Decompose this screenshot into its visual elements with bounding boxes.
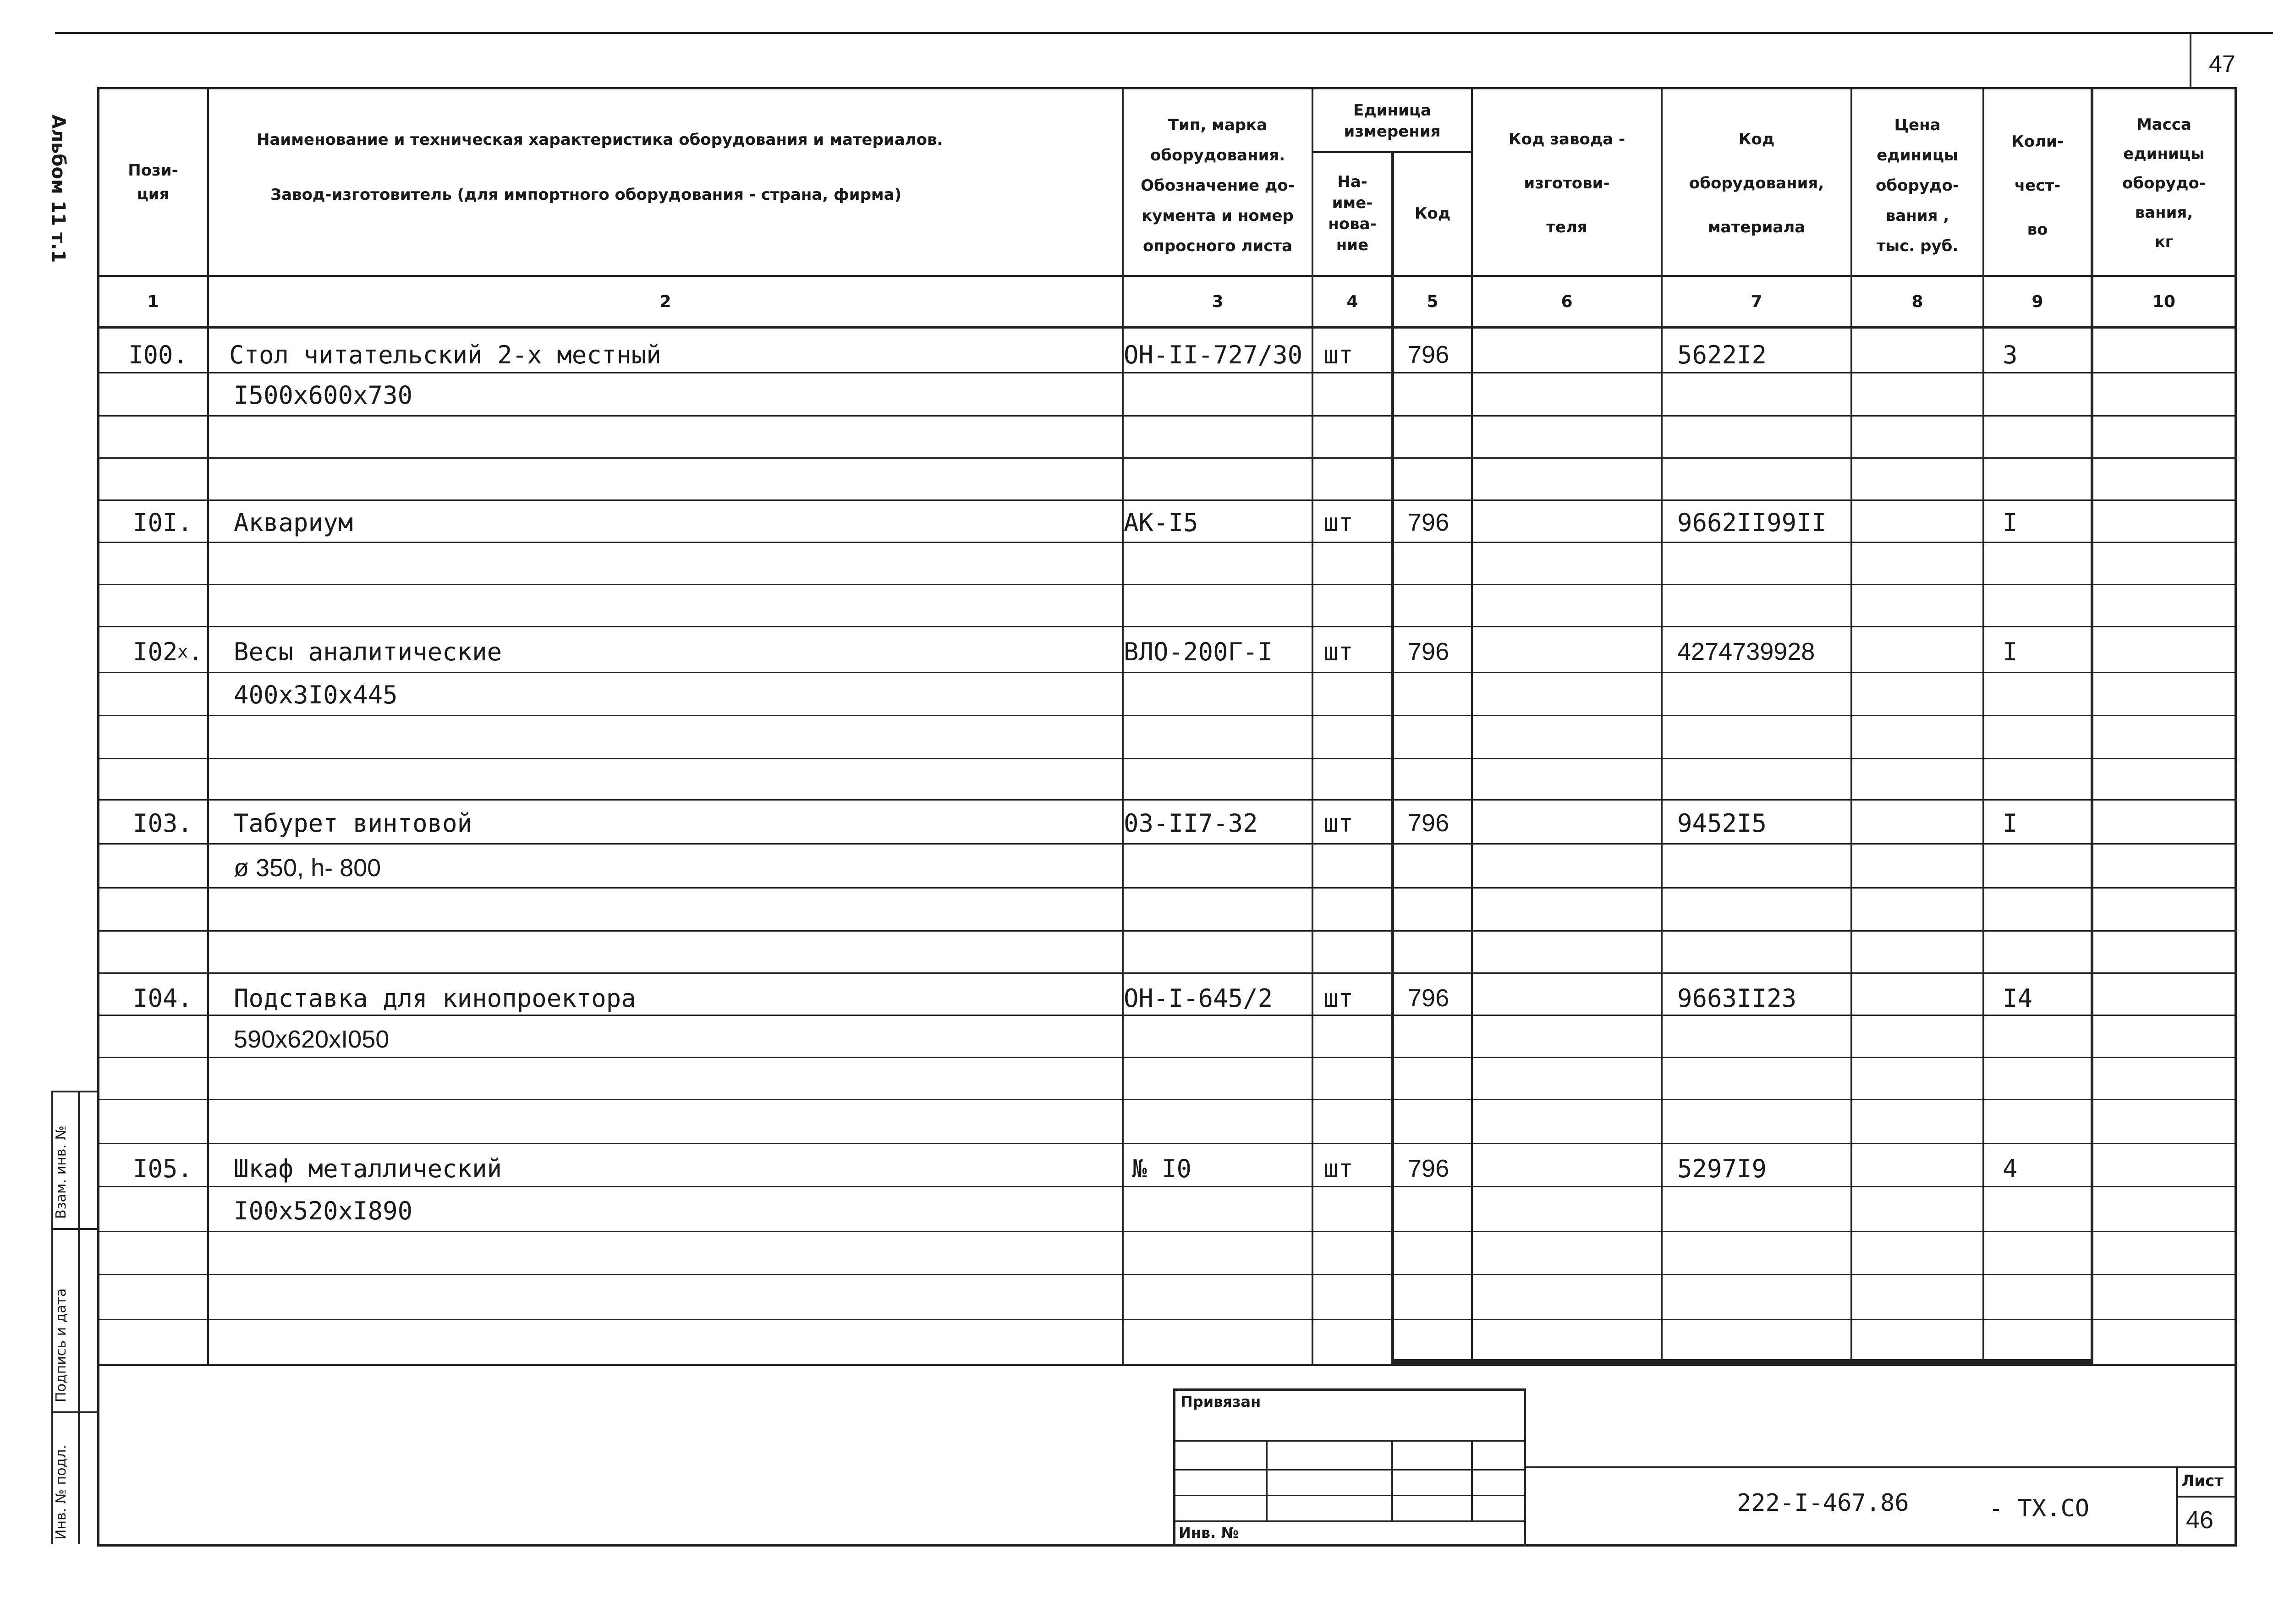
table-row-name: Подставка для кинопроектора: [234, 983, 636, 1013]
left-stamp-line-1: [51, 1091, 97, 1092]
bound-stamp-line-1: [1173, 1440, 1526, 1442]
table-bottom-border: [97, 1544, 2237, 1547]
table-row-type: АК-I5: [1124, 508, 1198, 537]
table-row-name: Стол читательский 2-х местный: [229, 340, 661, 369]
table-row-line: [97, 930, 2237, 932]
table-row-line: [97, 1143, 2237, 1144]
table-row-line: [97, 1057, 2237, 1058]
col-number-4: 4: [1346, 292, 1358, 311]
document-suffix: - ТХ.СО: [1989, 1495, 2090, 1522]
bold-bottom-rule: [1391, 1359, 2093, 1364]
table-row-code: 5297I9: [1677, 1154, 1767, 1183]
table-row-pos: I0I.: [133, 508, 193, 537]
table-row-qty: I4: [2003, 983, 2033, 1013]
header-mass: Масса единицы оборудо- вания, кг: [2122, 115, 2206, 251]
col-number-7: 7: [1751, 292, 1762, 311]
bound-stamp-col-3: [1471, 1440, 1473, 1522]
table-row-unit: шт: [1323, 508, 1354, 537]
bound-stamp-line-3: [1173, 1495, 1526, 1496]
document-code: 222-I-467.86: [1737, 1489, 1909, 1517]
col-number-3: 3: [1212, 292, 1224, 311]
table-body-bottom: [97, 1364, 2237, 1366]
header-plant-code: Код завода - изготови- теля: [1508, 130, 1625, 236]
table-row-type: ОН-I-645/2: [1124, 983, 1273, 1013]
table-row-name: ø 350, h- 800: [234, 854, 381, 882]
table-row-unit-code: 796: [1408, 509, 1449, 536]
left-stamp-mid: [78, 1091, 80, 1544]
inv-number-label: Инв. №: [1179, 1524, 1239, 1542]
table-row-type: ВЛО-200Г-I: [1124, 637, 1273, 666]
col-number-2: 2: [659, 292, 671, 311]
left-stamp-line-3: [51, 1411, 97, 1413]
table-row-line: [97, 972, 2237, 974]
header-manufacturer: Завод-изготовитель (для импортного оборудования - страна, фирма): [270, 186, 902, 204]
header-price: Цена единицы оборудо- вания , тыс. руб.: [1876, 116, 1959, 255]
table-row-name: Шкаф металлический: [234, 1154, 502, 1183]
header-position: Пози- ция: [128, 161, 178, 203]
table-row-name: I500x600x730: [234, 380, 413, 410]
table-row-pos: I02 x .: [133, 637, 203, 666]
table-row-line: [97, 1274, 2237, 1275]
col-number-6: 6: [1561, 292, 1573, 311]
unit-group-divider: [1312, 151, 1473, 153]
bound-stamp-line-2: [1173, 1469, 1526, 1470]
title-block-top-line: [1526, 1466, 2236, 1468]
header-unit-code: Код: [1414, 204, 1451, 223]
table-row-name: Весы аналитические: [234, 637, 502, 666]
table-top-border: [97, 87, 2237, 89]
table-row-pos: I04.: [133, 983, 193, 1013]
table-row-code: 9662II99II: [1677, 508, 1827, 537]
table-row-unit: шт: [1323, 983, 1354, 1013]
table-row-qty: I: [2003, 508, 2018, 537]
sheet-number: 46: [2186, 1506, 2214, 1534]
table-row-unit-code: 796: [1408, 984, 1449, 1012]
table-row-line: [97, 1319, 2237, 1320]
album-side-label: Альбом 11 т.1: [48, 115, 69, 263]
sheet-box-divider: [2176, 1496, 2236, 1498]
table-row-line: [97, 415, 2237, 417]
page-number: 47: [2209, 51, 2235, 77]
table-row-unit: шт: [1323, 1154, 1354, 1183]
table-row-code: 5622I2: [1677, 340, 1767, 369]
table-row-code: 4274739928: [1677, 638, 1815, 665]
footnote-mark: x: [177, 642, 188, 662]
table-row-qty: I: [2003, 808, 2018, 838]
left-stamp-line-2: [51, 1228, 97, 1230]
stamp-label-inv-orig: Инв. № подл.: [53, 1445, 69, 1540]
table-row-unit-code: 796: [1408, 638, 1449, 665]
table-row-pos: I03.: [133, 808, 193, 838]
bound-stamp-line-4: [1173, 1520, 1526, 1522]
header-quantity: Коли- чест- во: [2011, 132, 2064, 239]
bound-stamp-box: [1173, 1388, 1526, 1546]
table-row-line: [97, 799, 2237, 801]
bound-stamp-col-1: [1266, 1440, 1268, 1522]
header-equipment-code: Код оборудования, материала: [1689, 130, 1824, 236]
bound-stamp-col-2: [1391, 1440, 1393, 1522]
table-row-qty: 3: [2003, 340, 2018, 369]
col-number-10: 10: [2152, 292, 2176, 311]
table-row-line: [97, 715, 2237, 716]
table-row-unit: шт: [1323, 808, 1354, 838]
table-row-unit-code: 796: [1408, 341, 1449, 368]
table-row-name: Табурет винтовой: [234, 808, 472, 838]
sheet-box-left: [2176, 1466, 2178, 1545]
table-row-code: 9663II23: [1677, 983, 1797, 1013]
table-right-border: [2235, 87, 2237, 1545]
table-row-line: [97, 626, 2237, 627]
table-row-qty: I: [2003, 637, 2018, 666]
sheet-label: Лист: [2181, 1472, 2224, 1490]
top-border-line: [55, 32, 2273, 34]
header-type: Тип, марка оборудования. Обозначение до- кумента и номер опросного листа: [1141, 116, 1295, 255]
stamp-label-inv-dup: Взам. инв. №: [53, 1125, 69, 1219]
table-row-line: [97, 887, 2237, 889]
table-row-line: [97, 758, 2237, 759]
table-row-type: 03-II7-32: [1124, 808, 1258, 838]
table-row-unit-code: 796: [1408, 1155, 1449, 1182]
table-row-pos: I05.: [133, 1154, 193, 1183]
table-row-line: [97, 584, 2237, 585]
col-number-5: 5: [1427, 292, 1438, 311]
col-number-8: 8: [1911, 292, 1923, 311]
table-row-unit: шт: [1323, 637, 1354, 666]
table-row-name: 590x620xI050: [234, 1026, 390, 1053]
header-unit-group: Единица измерения: [1344, 101, 1441, 141]
col-number-9: 9: [2031, 292, 2043, 311]
table-row-line: [97, 499, 2237, 501]
col-number-1: 1: [147, 292, 159, 311]
table-row-name: Аквариум: [234, 508, 353, 537]
page-number-divider: [2190, 32, 2191, 87]
table-row-line: [97, 1099, 2237, 1100]
table-row-code: 9452I5: [1677, 808, 1767, 838]
table-row-line: [97, 1231, 2237, 1232]
table-row-qty: 4: [2003, 1154, 2018, 1183]
table-row-pos: I00.: [128, 340, 188, 369]
table-row-type: № I0: [1132, 1154, 1192, 1183]
bound-stamp-label: Привязан: [1180, 1393, 1261, 1410]
table-row-name: I00x520xI890: [234, 1196, 413, 1225]
stamp-label-sign-date: Подпись и дата: [53, 1288, 69, 1402]
table-row-line: [97, 457, 2237, 459]
table-row-name: 400x3I0x445: [234, 680, 398, 709]
header-unit-name: На- име- нова- ние: [1328, 173, 1377, 254]
colnum-bottom-line: [97, 326, 2237, 329]
table-row-unit-code: 796: [1408, 809, 1449, 837]
header-name: Наименование и техническая характеристика оборудования и материалов.: [257, 131, 943, 149]
table-row-unit: шт: [1323, 340, 1354, 369]
table-row-type: ОН-II-727/30: [1124, 340, 1303, 369]
